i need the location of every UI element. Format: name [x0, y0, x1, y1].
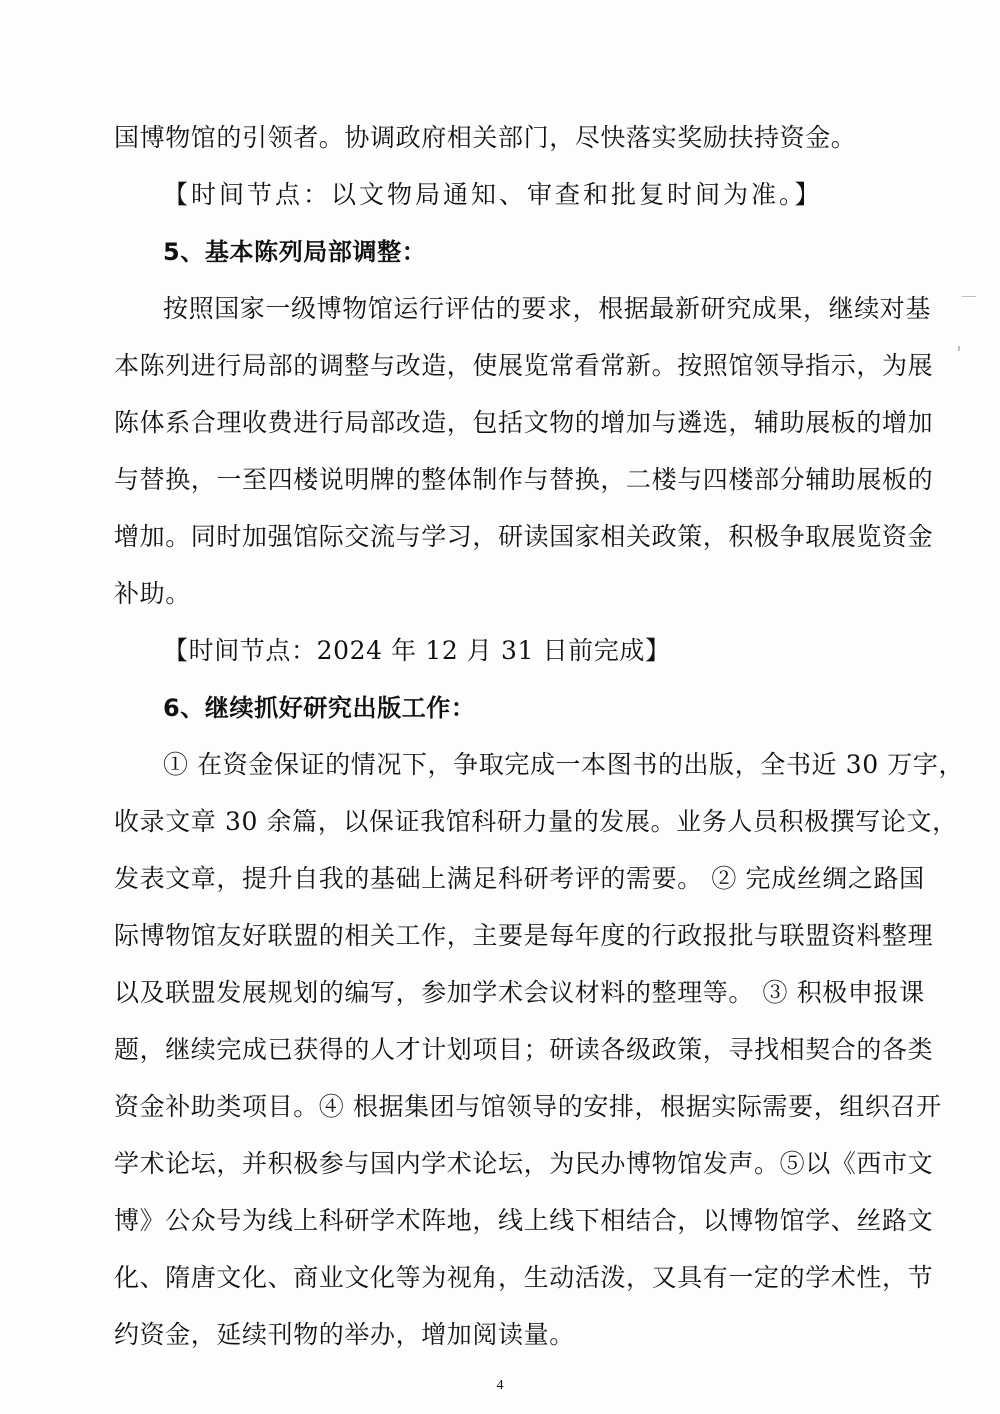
- paragraph-line: 博》公众号为线上科研学术阵地，线上线下相结合，以博物馆学、丝路文: [114, 1206, 934, 1235]
- paragraph-line: 陈体系合理收费进行局部改造，包括文物的增加与遴选，辅助展板的增加: [114, 408, 934, 437]
- paragraph-line: 发表文章，提升自我的基础上满足科研考评的需要。 ② 完成丝绸之路国: [114, 864, 925, 893]
- scan-speck: [958, 346, 960, 351]
- paragraph-line: 按照国家一级博物馆运行评估的要求，根据最新研究成果，继续对基: [163, 294, 932, 323]
- time-node-note: 【时间节点：2024 年 12 月 31 日前完成】: [163, 636, 671, 665]
- paragraph-line: 资金补助类项目。④ 根据集团与馆领导的安排，根据实际需要，组织召开: [114, 1092, 942, 1121]
- paragraph-line: 国博物馆的引领者。协调政府相关部门，尽快落实奖励扶持资金。: [114, 123, 857, 152]
- scan-speck: [962, 296, 976, 297]
- paragraph-line: 际博物馆友好联盟的相关工作，主要是每年度的行政报批与联盟资料整理: [114, 921, 934, 950]
- section-heading: 5、基本陈列局部调整：: [163, 238, 427, 266]
- paragraph-line: 增加。同时加强馆际交流与学习，研读国家相关政策，积极争取展览资金: [114, 522, 934, 551]
- paragraph-line: 学术论坛，并积极参与国内学术论坛，为民办博物馆发声。⑤以《西市文: [114, 1149, 934, 1178]
- paragraph-line: 约资金，延续刊物的举办，增加阅读量。: [114, 1320, 575, 1349]
- page-number: 4: [496, 1378, 504, 1393]
- section-heading: 6、继续抓好研究出版工作：: [163, 694, 476, 722]
- paragraph-line: 以及联盟发展规划的编写，参加学术会议材料的整理等。 ③ 积极申报课: [114, 978, 925, 1007]
- paragraph-line: 化、隋唐文化、商业文化等为视角，生动活泼，又具有一定的学术性，节: [114, 1263, 934, 1292]
- paragraph-line: 与替换，一至四楼说明牌的整体制作与替换，二楼与四楼部分辅助展板的: [114, 465, 934, 494]
- time-node-note: 【时间节点：以文物局通知、审查和批复时间为准。】: [163, 180, 823, 209]
- paragraph-line: 本陈列进行局部的调整与改造，使展览常看常新。按照馆领导指示，为展: [114, 351, 934, 380]
- paragraph-line: 收录文章 30 余篇，以保证我馆科研力量的发展。业务人员积极撰写论文，: [114, 807, 958, 836]
- paragraph-line: ① 在资金保证的情况下，争取完成一本图书的出版，全书近 30 万字，: [163, 750, 965, 779]
- paragraph-line: 补助。: [114, 579, 191, 608]
- paragraph-line: 题，继续完成已获得的人才计划项目；研读各级政策，寻找相契合的各类: [114, 1035, 934, 1064]
